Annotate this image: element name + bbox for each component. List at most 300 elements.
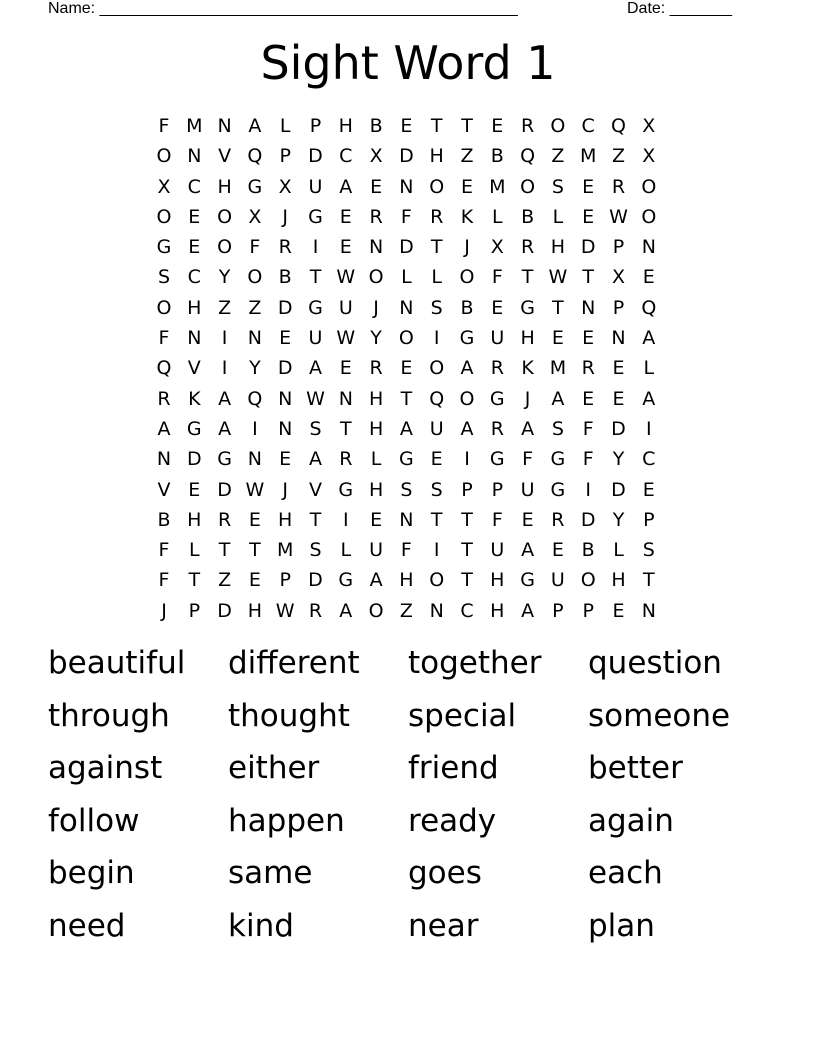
- grid-letter: S: [157, 266, 171, 289]
- word-bank-item: either: [228, 750, 320, 787]
- grid-row: [153, 202, 663, 232]
- grid-letter: O: [217, 236, 233, 259]
- grid-letter: I: [464, 448, 470, 471]
- grid-row: [153, 323, 663, 353]
- grid-letter: G: [489, 448, 505, 471]
- grid-letter: M: [276, 539, 294, 562]
- grid-letter: N: [581, 296, 596, 319]
- grid-letter: P: [279, 569, 291, 592]
- grid-letter: Y: [612, 448, 625, 471]
- grid-letter: J: [282, 205, 288, 228]
- grid-letter: P: [279, 145, 291, 168]
- grid-letter: D: [308, 569, 323, 592]
- grid-letter: J: [161, 599, 167, 622]
- grid-letter: E: [188, 205, 201, 228]
- grid-letter: A: [399, 417, 413, 440]
- grid-letter: A: [521, 539, 535, 562]
- grid-letter: I: [433, 327, 440, 350]
- grid-letter: E: [188, 236, 201, 259]
- grid-letter: G: [550, 478, 566, 501]
- grid-row: [153, 505, 663, 535]
- grid-letter: A: [642, 387, 656, 410]
- grid-row: [153, 414, 663, 444]
- grid-letter: P: [643, 508, 655, 531]
- word-bank-item: kind: [228, 907, 294, 944]
- word-bank-row: [48, 693, 768, 746]
- grid-letter: T: [461, 115, 473, 137]
- grid-letter: O: [247, 266, 263, 289]
- grid-letter: I: [221, 327, 228, 350]
- grid-letter: A: [157, 417, 171, 440]
- grid-letter: R: [157, 387, 171, 410]
- grid-letter: M: [489, 175, 506, 198]
- grid-letter: G: [308, 296, 323, 319]
- grid-letter: C: [642, 448, 656, 471]
- grid-letter: I: [342, 508, 349, 531]
- grid-letter: H: [278, 508, 293, 531]
- grid-letter: O: [429, 357, 445, 380]
- word-bank: [48, 640, 768, 956]
- grid-letter: K: [521, 357, 534, 380]
- grid-letter: E: [582, 205, 595, 228]
- grid-letter: N: [368, 236, 384, 259]
- grid-letter: X: [642, 145, 656, 168]
- grid-letter: T: [521, 266, 534, 289]
- word-bank-item: against: [48, 750, 163, 787]
- grid-letter: S: [430, 296, 443, 319]
- grid-letter: N: [278, 417, 293, 440]
- grid-row: [153, 353, 663, 383]
- grid-letter: U: [490, 539, 505, 562]
- grid-letter: O: [641, 205, 657, 228]
- grid-letter: Z: [248, 296, 262, 319]
- word-bank-item: different: [228, 645, 360, 681]
- grid-letter: A: [521, 599, 535, 622]
- word-bank-item: beautiful: [48, 645, 186, 681]
- word-bank-item: thought: [228, 697, 350, 734]
- grid-letter: N: [187, 145, 202, 168]
- grid-letter: G: [550, 448, 566, 471]
- grid-letter: V: [309, 478, 322, 501]
- grid-letter: S: [400, 478, 413, 501]
- word-bank-row: [48, 850, 768, 903]
- grid-letter: Z: [218, 296, 232, 319]
- grid-letter: O: [520, 175, 536, 198]
- grid-letter: L: [340, 539, 352, 562]
- grid-letter: Z: [399, 599, 413, 622]
- word-bank-item: near: [408, 907, 479, 944]
- grid-letter: N: [611, 327, 626, 350]
- grid-letter: A: [218, 417, 232, 440]
- page-title: Sight Word 1: [260, 36, 556, 90]
- grid-letter: H: [368, 387, 384, 410]
- grid-letter: D: [277, 357, 293, 380]
- grid-letter: X: [490, 236, 504, 259]
- grid-letter: X: [369, 145, 383, 168]
- grid-letter: R: [430, 205, 444, 228]
- grid-letter: J: [282, 478, 288, 501]
- grid-letter: S: [551, 417, 564, 440]
- grid-letter: I: [252, 417, 258, 440]
- grid-letter: X: [278, 175, 292, 198]
- grid-letter: L: [613, 539, 624, 562]
- grid-letter: S: [642, 539, 655, 562]
- grid-letter: O: [156, 296, 172, 319]
- grid-letter: T: [400, 387, 413, 410]
- grid-letter: O: [156, 145, 172, 168]
- grid-letter: U: [520, 478, 535, 501]
- grid-letter: T: [461, 569, 473, 592]
- grid-letter: T: [461, 539, 473, 562]
- grid-letter: R: [520, 115, 535, 137]
- grid-letter: E: [612, 387, 625, 410]
- grid-row: [153, 172, 663, 202]
- grid-letter: S: [551, 175, 564, 198]
- grid-letter: Z: [611, 145, 626, 168]
- word-bank-item: plan: [588, 907, 655, 944]
- word-bank-item: goes: [408, 855, 482, 892]
- grid-letter: F: [491, 508, 503, 531]
- grid-letter: A: [460, 357, 474, 380]
- word-search-grid: [153, 111, 663, 626]
- grid-letter: R: [490, 417, 504, 440]
- grid-letter: D: [217, 599, 232, 622]
- grid-letter: D: [217, 478, 232, 501]
- grid-letter: U: [338, 296, 353, 319]
- grid-letter: U: [550, 569, 565, 592]
- grid-letter: C: [187, 175, 201, 198]
- grid-letter: Z: [460, 145, 474, 168]
- grid-letter: N: [641, 599, 656, 622]
- grid-letter: A: [248, 115, 262, 137]
- worksheet-header: [0, 0, 816, 20]
- grid-letter: G: [247, 175, 263, 198]
- grid-letter: P: [612, 236, 625, 259]
- grid-letter: U: [369, 539, 384, 562]
- grid-letter: N: [399, 508, 414, 531]
- grid-letter: R: [490, 357, 504, 380]
- grid-letter: G: [156, 236, 172, 259]
- grid-letter: A: [339, 175, 353, 198]
- name-field-label: Name: _______________________________________________: [48, 0, 518, 17]
- grid-letter: M: [186, 115, 203, 137]
- grid-letter: L: [492, 205, 503, 228]
- grid-letter: J: [524, 387, 531, 410]
- grid-letter: B: [278, 266, 292, 289]
- grid-row: [153, 535, 663, 565]
- grid-letter: W: [306, 387, 325, 410]
- grid-letter: D: [580, 508, 596, 531]
- grid-letter: T: [582, 266, 594, 289]
- grid-letter: E: [582, 327, 595, 350]
- grid-letter: Y: [218, 266, 231, 289]
- grid-letter: B: [521, 205, 535, 228]
- grid-letter: E: [339, 236, 352, 259]
- grid-letter: F: [158, 539, 170, 562]
- grid-letter: B: [157, 508, 171, 531]
- grid-letter: U: [308, 327, 323, 350]
- grid-letter: S: [309, 417, 322, 440]
- grid-letter: T: [339, 417, 352, 440]
- grid-letter: W: [336, 266, 356, 289]
- grid-letter: I: [645, 417, 652, 440]
- word-bank-item: special: [408, 697, 517, 734]
- grid-letter: X: [157, 175, 171, 198]
- grid-letter: W: [336, 327, 356, 350]
- grid-letter: B: [460, 296, 474, 319]
- grid-letter: A: [460, 417, 474, 440]
- grid-letter: T: [430, 115, 443, 137]
- grid-letter: R: [611, 175, 626, 198]
- grid-letter: H: [399, 569, 414, 592]
- grid-letter: N: [641, 236, 656, 259]
- grid-letter: F: [158, 115, 170, 137]
- grid-letter: H: [429, 145, 444, 168]
- grid-letter: O: [459, 266, 475, 289]
- grid-letter: D: [611, 478, 626, 501]
- word-bank-item: someone: [588, 697, 731, 734]
- grid-letter: N: [187, 327, 202, 350]
- grid-letter: E: [551, 539, 564, 562]
- grid-letter: E: [612, 357, 625, 380]
- grid-letter: E: [582, 175, 595, 198]
- grid-letter: N: [429, 599, 444, 622]
- grid-row: [153, 232, 663, 262]
- grid-letter: N: [278, 387, 293, 410]
- grid-letter: L: [431, 266, 442, 289]
- grid-letter: O: [550, 115, 566, 137]
- word-bank-item: each: [588, 855, 663, 892]
- grid-letter: Z: [218, 569, 232, 592]
- grid-row: [153, 262, 663, 292]
- grid-letter: T: [188, 569, 201, 592]
- grid-letter: T: [309, 508, 322, 531]
- word-bank-item: better: [588, 750, 683, 787]
- grid-letter: V: [157, 478, 171, 501]
- grid-letter: P: [309, 115, 322, 137]
- grid-letter: E: [188, 478, 201, 501]
- grid-letter: T: [430, 508, 443, 531]
- grid-letter: O: [368, 266, 384, 289]
- grid-letter: N: [399, 175, 414, 198]
- grid-letter: U: [308, 175, 323, 198]
- grid-letter: H: [490, 599, 505, 622]
- grid-letter: E: [370, 508, 383, 531]
- grid-letter: A: [521, 417, 535, 440]
- grid-letter: E: [430, 448, 443, 471]
- grid-letter: X: [248, 205, 262, 228]
- grid-letter: V: [187, 357, 201, 380]
- grid-letter: T: [552, 296, 564, 319]
- grid-letter: C: [187, 266, 201, 289]
- grid-letter: I: [433, 539, 440, 562]
- grid-letter: I: [221, 357, 228, 380]
- word-bank-item: happen: [228, 802, 345, 839]
- grid-letter: N: [156, 448, 172, 471]
- grid-letter: A: [369, 569, 383, 592]
- grid-letter: R: [551, 508, 565, 531]
- grid-letter: S: [309, 539, 322, 562]
- grid-letter: Z: [551, 145, 565, 168]
- grid-letter: E: [491, 115, 504, 137]
- grid-letter: W: [245, 478, 265, 501]
- word-bank-item: ready: [408, 802, 497, 839]
- grid-letter: O: [429, 569, 445, 592]
- grid-letter: B: [369, 115, 383, 137]
- grid-letter: Q: [247, 145, 263, 168]
- grid-letter: Y: [612, 508, 625, 531]
- grid-letter: Q: [156, 357, 172, 380]
- grid-letter: H: [247, 599, 263, 622]
- grid-letter: O: [429, 175, 445, 198]
- grid-letter: R: [369, 357, 383, 380]
- grid-letter: E: [491, 296, 504, 319]
- word-bank-item: through: [48, 697, 170, 734]
- grid-letter: L: [401, 266, 412, 289]
- grid-row: [153, 141, 663, 171]
- grid-letter: E: [642, 478, 655, 501]
- word-bank-row: [48, 745, 768, 798]
- grid-letter: Q: [611, 115, 626, 137]
- grid-row: [153, 475, 663, 505]
- grid-letter: A: [642, 327, 656, 350]
- grid-letter: L: [370, 448, 382, 471]
- grid-letter: H: [187, 508, 202, 531]
- grid-letter: N: [399, 296, 414, 319]
- grid-letter: N: [247, 327, 262, 350]
- grid-letter: J: [464, 236, 470, 259]
- grid-letter: E: [400, 357, 413, 380]
- grid-letter: Q: [520, 145, 536, 168]
- grid-letter: H: [338, 115, 353, 137]
- grid-letter: E: [248, 508, 261, 531]
- grid-letter: R: [369, 205, 383, 228]
- grid-row: [153, 444, 663, 474]
- grid-letter: R: [581, 357, 595, 380]
- grid-letter: D: [308, 145, 323, 168]
- grid-letter: F: [400, 539, 412, 562]
- grid-letter: Q: [429, 387, 445, 410]
- grid-letter: H: [368, 417, 384, 440]
- grid-letter: K: [188, 387, 201, 410]
- grid-letter: N: [338, 387, 353, 410]
- grid-letter: C: [460, 599, 474, 622]
- grid-letter: E: [279, 327, 292, 350]
- grid-row: [153, 565, 663, 595]
- grid-letter: H: [490, 569, 505, 592]
- word-bank-item: need: [48, 907, 126, 944]
- word-bank-item: begin: [48, 855, 135, 892]
- word-bank-item: follow: [48, 802, 140, 839]
- grid-letter: L: [552, 205, 564, 228]
- grid-letter: D: [399, 236, 414, 259]
- grid-letter: B: [581, 539, 595, 562]
- grid-letter: D: [580, 236, 596, 259]
- word-bank-row: [48, 640, 768, 693]
- grid-letter: F: [249, 236, 261, 259]
- grid-letter: H: [368, 478, 384, 501]
- grid-letter: Y: [249, 357, 261, 380]
- word-bank-item: friend: [408, 750, 499, 787]
- grid-letter: X: [642, 115, 656, 137]
- grid-letter: E: [248, 569, 261, 592]
- grid-letter: B: [490, 145, 504, 168]
- grid-letter: E: [642, 266, 655, 289]
- grid-letter: H: [217, 175, 232, 198]
- grid-letter: G: [520, 569, 535, 592]
- grid-letter: E: [400, 115, 413, 137]
- grid-letter: T: [309, 266, 322, 289]
- grid-letter: O: [368, 599, 384, 622]
- grid-letter: G: [338, 478, 354, 501]
- grid-letter: M: [549, 357, 567, 380]
- grid-letter: P: [461, 478, 473, 501]
- grid-letter: H: [187, 296, 202, 319]
- grid-letter: C: [581, 115, 595, 137]
- grid-letter: M: [579, 145, 597, 168]
- grid-letter: F: [582, 417, 594, 440]
- grid-letter: A: [551, 387, 565, 410]
- grid-letter: P: [491, 478, 504, 501]
- grid-letter: F: [158, 569, 170, 592]
- grid-letter: H: [520, 327, 535, 350]
- grid-letter: R: [339, 448, 353, 471]
- grid-letter: Q: [641, 296, 657, 319]
- word-bank-row: [48, 798, 768, 851]
- grid-letter: T: [218, 539, 231, 562]
- grid-letter: P: [612, 296, 625, 319]
- grid-letter: E: [279, 448, 292, 471]
- grid-letter: T: [461, 508, 473, 531]
- grid-letter: S: [430, 478, 443, 501]
- grid-letter: A: [309, 357, 322, 380]
- grid-letter: F: [400, 205, 412, 228]
- grid-row: [153, 384, 663, 414]
- grid-letter: O: [156, 205, 172, 228]
- grid-letter: F: [158, 327, 170, 350]
- grid-letter: F: [522, 448, 534, 471]
- grid-letter: R: [278, 236, 292, 259]
- grid-row: [153, 293, 663, 323]
- grid-letter: G: [186, 417, 202, 440]
- grid-letter: A: [309, 448, 322, 471]
- grid-letter: I: [312, 236, 319, 259]
- grid-row: [153, 111, 663, 141]
- grid-letter: E: [339, 205, 352, 228]
- grid-letter: U: [429, 417, 444, 440]
- grid-letter: P: [552, 599, 564, 622]
- grid-letter: D: [277, 296, 293, 319]
- grid-letter: E: [582, 387, 595, 410]
- grid-letter: E: [460, 175, 473, 198]
- grid-letter: R: [217, 508, 232, 531]
- grid-letter: P: [188, 599, 201, 622]
- word-bank-item: again: [588, 802, 674, 839]
- grid-letter: C: [339, 145, 353, 168]
- grid-letter: G: [520, 296, 535, 319]
- grid-letter: H: [611, 569, 626, 592]
- word-bank-row: [48, 903, 768, 956]
- grid-letter: R: [308, 599, 323, 622]
- grid-letter: G: [399, 448, 414, 471]
- grid-letter: E: [612, 599, 625, 622]
- grid-letter: V: [218, 145, 232, 168]
- grid-letter: I: [585, 478, 591, 501]
- grid-letter: A: [339, 599, 353, 622]
- word-bank-item: same: [228, 855, 313, 892]
- grid-letter: T: [430, 236, 443, 259]
- grid-letter: E: [370, 175, 383, 198]
